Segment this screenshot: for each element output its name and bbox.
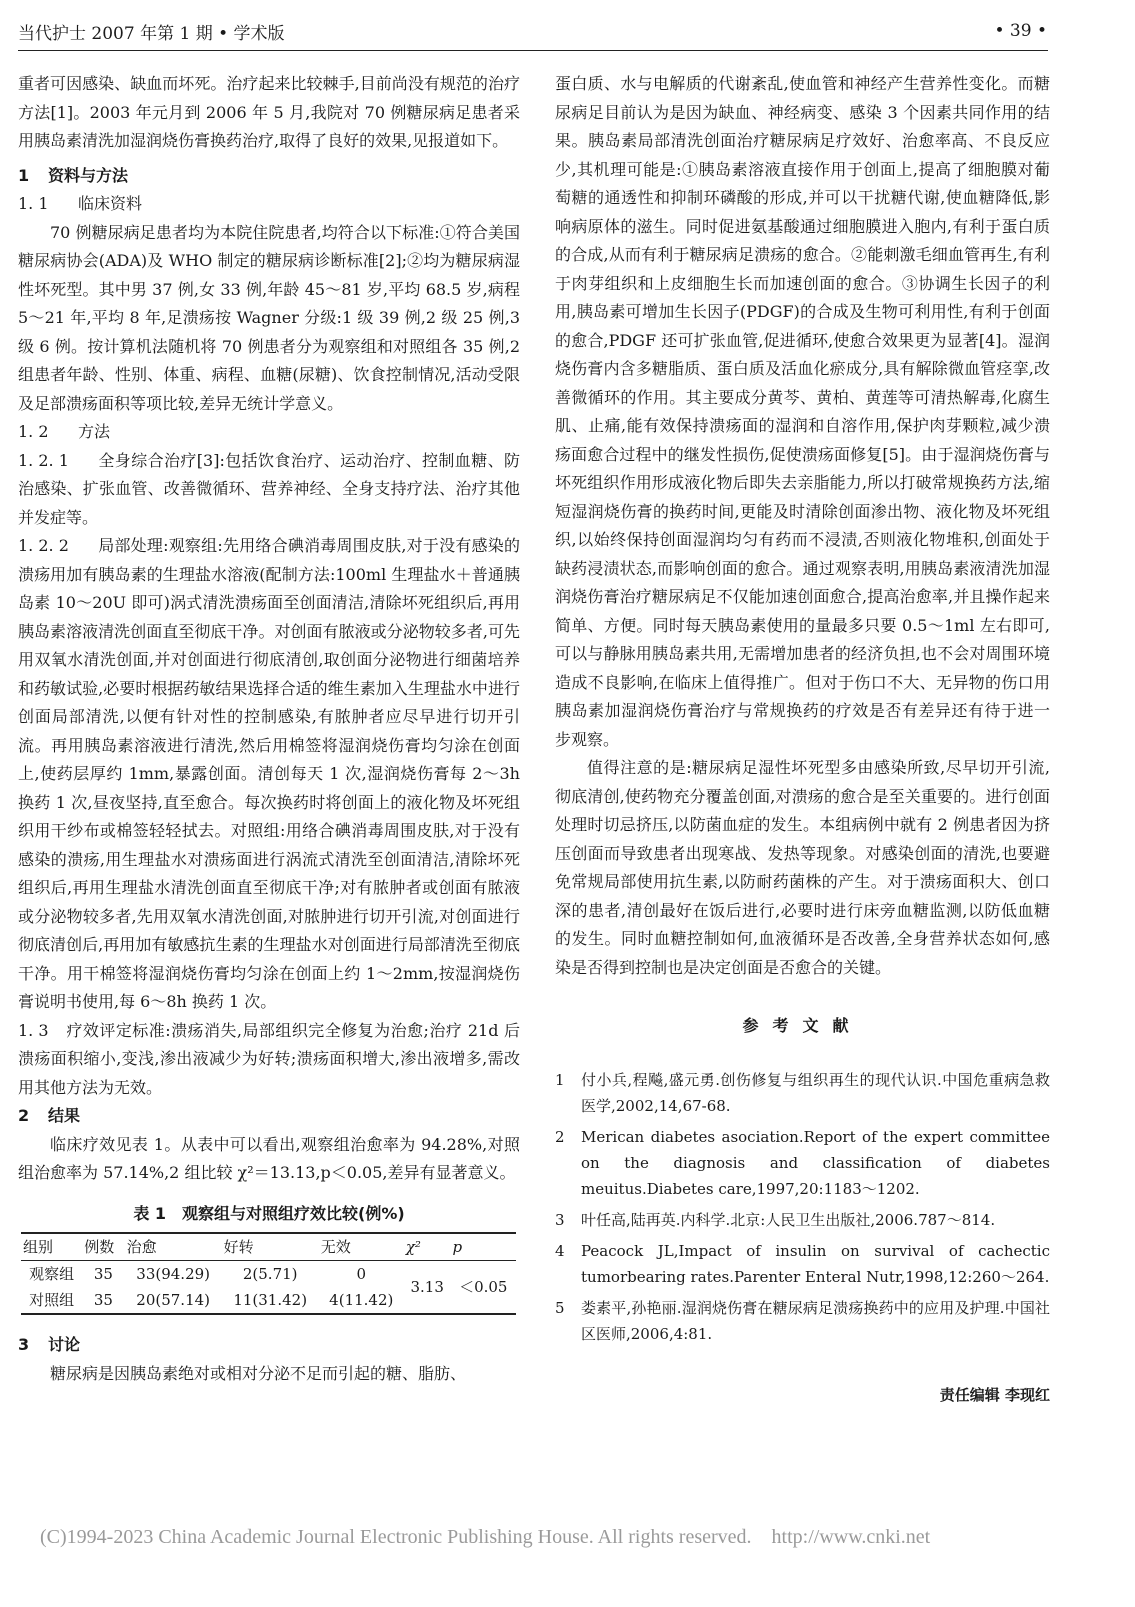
table-caption: 表 1 观察组与对照组疗效比较(例%) <box>133 1203 405 1223</box>
results-table: 组别 例数 治愈 好转 无效 χ² p 观察组 35 33(94.29) 2(5.71) 0 3.13 ＜0.05 对照组 35 20(57.14) 11(31.42) 4(11.42) <box>21 1232 516 1315</box>
reference-item: 1 付小兵,程飚,盛元勇.创伤修复与组织再生的现代认识.中国危重病急救医学,2002,14,67-68. <box>555 1070 1050 1115</box>
reference-item: 5 娄素平,孙艳丽.湿润烧伤膏在糖尿病足溃疡换药中的应用及护理.中国社区医师,2006,4:81. <box>555 1298 1050 1343</box>
intro-paragraph: 重者可因感染、缺血而坏死。治疗起来比较棘手,目前尚没有规范的治疗方法[1]。2003 年元月到 2006 年 5 月,我院对 70 例糖尿病足患者采用胰岛素清洗加湿润烧伤膏换药治疗,取得了良好的效果,见报道如下。 <box>18 74 520 150</box>
reference-list <box>555 1067 1050 1347</box>
responsible-editor: 责任编辑 李现红 <box>939 1385 1050 1404</box>
page-number: • 39 • <box>994 21 1047 41</box>
right-column <box>555 70 1050 1409</box>
notes-paragraph: 值得注意的是:糖尿病足湿性坏死型多由感染所致,尽早切开引流,彻底清创,使药物充分覆盖创面,对溃疡的愈合是至关重要的。进行创面处理时切忌挤压,以防菌血症的发生。本组病例中就有 2 例患者因为挤压创面而导致患者出现寒战、发热等现象。对感染创面的清洗,也要避免常规局部使用抗生素,以防耐药菌株的产生。对于溃疡面积大、创口深的患者,清创最好在饭后进行,必要时进行床旁血糖监测,以防低血糖的发生。同时血糖控制如何,血液循环是否改善,全身营养状态如何,感染是否得到控制也是决定创面是否愈合的关键。 <box>555 758 1050 977</box>
header-divider <box>18 50 1048 51</box>
results-paragraph: 临床疗效见表 1。从表中可以看出,观察组治愈率为 94.28%,对照组治愈率为 57.14%,2 组比较 χ²＝13.13,p＜0.05,差异有显著意义。 <box>18 1134 520 1182</box>
reference-item: 2 Merican diabetes asociation.Report of the expert committee on the diagnosis and classification of diabetes meuitus.Diabetes care,1997,20:1183～1202. <box>555 1127 1050 1198</box>
table-row: 观察组 35 33(94.29) 2(5.71) 0 3.13 ＜0.05 <box>21 1261 516 1288</box>
criteria-paragraph: 1. 3 疗效评定标准:溃疡消失,局部组织完全修复为治愈;治疗 21d 后溃疡面积缩小,变浅,渗出液减少为好转;溃疡面积增大,渗出液增多,需改用其他方法为无效。 <box>18 1020 520 1097</box>
subsection-heading: 1. 2 方法 <box>18 422 111 441</box>
section-heading: 1 资料与方法 <box>18 165 129 185</box>
journal-title: 当代护士 2007 年第 1 期 • 学术版 <box>18 23 285 44</box>
reference-item: 4 Peacock JL,Impact of insulin on survival of cachectic tumorbearing rates.Parenter Enteral Nutr,1998,12:260～264. <box>555 1241 1050 1286</box>
systemic-treatment-paragraph: 1. 2. 1 全身综合治疗[3]:包括饮食治疗、运动治疗、控制血糖、防治感染、扩张血管、改善微循环、营养神经、全身支持疗法、治疗其他并发症等。 <box>18 450 520 527</box>
local-treatment-paragraph: 1. 2. 2 局部处理:观察组:先用络合碘消毒周围皮肤,对于没有感染的溃疡用加有胰岛素的生理盐水溶液(配制方法:100ml 生理盐水＋普通胰岛素 10～20U 即可)涡式清洗溃疡面至创面清洁,清除坏死组织后,再用胰岛素溶液清洗创面直至彻底干净。对创面有脓液或分泌物较多者,可先用双氧水清洗创面,并对创面进行彻底清创,取创面分泌物进行细菌培养和药敏试验,必要时根据药敏结果选择合适的维生素加入生理盐水中进行创面局部清洗,以便有针对性的控制感染,有脓肿者应尽早进行切开引流。再用胰岛素溶液进行清洗,然后用棉签将湿润烧伤膏均匀涂在创面上,使药层厚约 1mm,暴露创面。清创每天 1 次,湿润烧伤膏每 2～3h 换药 1 次,昼夜坚持,直至愈合。每次换药时将创面上的液化物及坏死组织用干纱布或棉签轻轻拭去。对照组:用络合碘消毒周围皮肤,对于没有感染的溃疡,用生理盐水对溃疡面进行涡流式清洗至创面清洁,清除坏死组织后,再用生理盐水清洗创面直至彻底干净;对有脓肿者或创面有脓液或分泌物较多者,先用双氧水清洗创面,对脓肿进行切开引流,对创面进行彻底清创后,再用加有敏感抗生素的生理盐水对创面进行局部清洗至彻底干净。用干棉签将湿润烧伤膏均匀涂在创面上约 1～2mm,按湿润烧伤膏说明书使用,每 6～8h 换药 1 次。 <box>18 536 520 1011</box>
table-row: 对照组 35 20(57.14) 11(31.42) 4(11.42) <box>21 1287 516 1314</box>
clinical-data-paragraph: 70 例糖尿病足患者均为本院住院患者,均符合以下标准:①符合美国糖尿病协会(ADA)及 WHO 制定的糖尿病诊断标准[2];②均为糖尿病湿性坏死型。其中男 37 例,女 33 例,年龄 45～81 岁,平均 68.5 岁,病程 5～21 年,平均 8 年,足溃疡按 Wagner 分级:1 级 39 例,2 级 25 例,3 级 6 例。按计算机法随机将 70 例患者分为观察组和对照组各 35 例,2 组患者年龄、性别、体重、病程、血糖(尿糖)、饮食控制情况,活动受限及足部溃疡面积等项比较,差异无统计学意义。 <box>18 222 520 413</box>
copyright-footer: (C)1994-2023 China Academic Journal Electronic Publishing House. All rights reserved. http://www.cnki.net <box>40 1526 931 1548</box>
discussion-paragraph: 糖尿病是因胰岛素绝对或相对分泌不足而引起的糖、脂肪、 <box>50 1363 467 1383</box>
page-header <box>18 14 1047 48</box>
references-heading: 参考文献 <box>742 1016 863 1035</box>
reference-item: 3 叶任高,陆再英.内科学.北京:人民卫生出版社,2006.787～814. <box>555 1210 996 1229</box>
subsection-heading: 1. 1 临床资料 <box>18 194 143 213</box>
section-heading: 3 讨论 <box>18 1335 81 1354</box>
left-column <box>18 70 520 1388</box>
discussion-continued: 蛋白质、水与电解质的代谢紊乱,使血管和神经产生营养性变化。而糖尿病足目前认为是因为缺血、神经病变、感染 3 个因素共同作用的结果。胰岛素局部清洗创面治疗糖尿病足疗效好、治愈率高、不良反应少,其机理可能是:①胰岛素溶液直接作用于创面上,提高了细胞膜对葡萄糖的通透性和抑制环磷酸的形成,并可以干扰糖代谢,使血糖降低,影响病原体的滋生。同时促进氨基酸通过细胞膜进入胞内,有利于蛋白质的合成,从而有利于糖尿病足溃疡的愈合。②能刺激毛细血管再生,有利于肉芽组织和上皮细胞生长而加速创面的愈合。③协调生长因子的利用,胰岛素可增加生长因子(PDGF)的合成及生物可利用性,有利于创面的愈合,PDGF 还可扩张血管,促进循环,使愈合效果更为显著[4]。湿润烧伤膏内含多糖脂质、蛋白质及活血化瘀成分,具有解除微血管痉挛,改善微循环的作用。其主要成分黄芩、黄柏、黄莲等可清热解毒,化腐生肌、止痛,能有效保持溃疡面的湿润和自溶作用,保护肉芽颗粒,减少溃疡面愈合过程中的继发性损伤,促使溃疡面修复[5]。由于湿润烧伤膏与坏死组织作用形成液化物后即失去亲脂能力,所以打破常规换药方法,缩短湿润烧伤膏的换药时间,更能及时清除创面渗出物、液化物及坏死组织,以始终保持创面湿润均匀有药而不浸渍,否则液化物堆积,创面处于缺药浸渍状态,而影响创面的愈合。通过观察表明,用胰岛素液清洗加湿润烧伤膏治疗糖尿病足不仅能加速创面愈合,提高治愈率,并且操作起来简单、方便。同时每天胰岛素使用的量最多只要 0.5～1ml 左右即可,可以与静脉用胰岛素共用,无需增加患者的经济负担,也不会对周围环境造成不良影响,在临床上值得推广。但对于伤口不大、无异物的伤口用胰岛素加湿润烧伤膏治疗与常规换药的疗效是否有差异还有待于进一步观察。 <box>555 74 1050 749</box>
section-heading: 2 结果 <box>18 1106 81 1125</box>
